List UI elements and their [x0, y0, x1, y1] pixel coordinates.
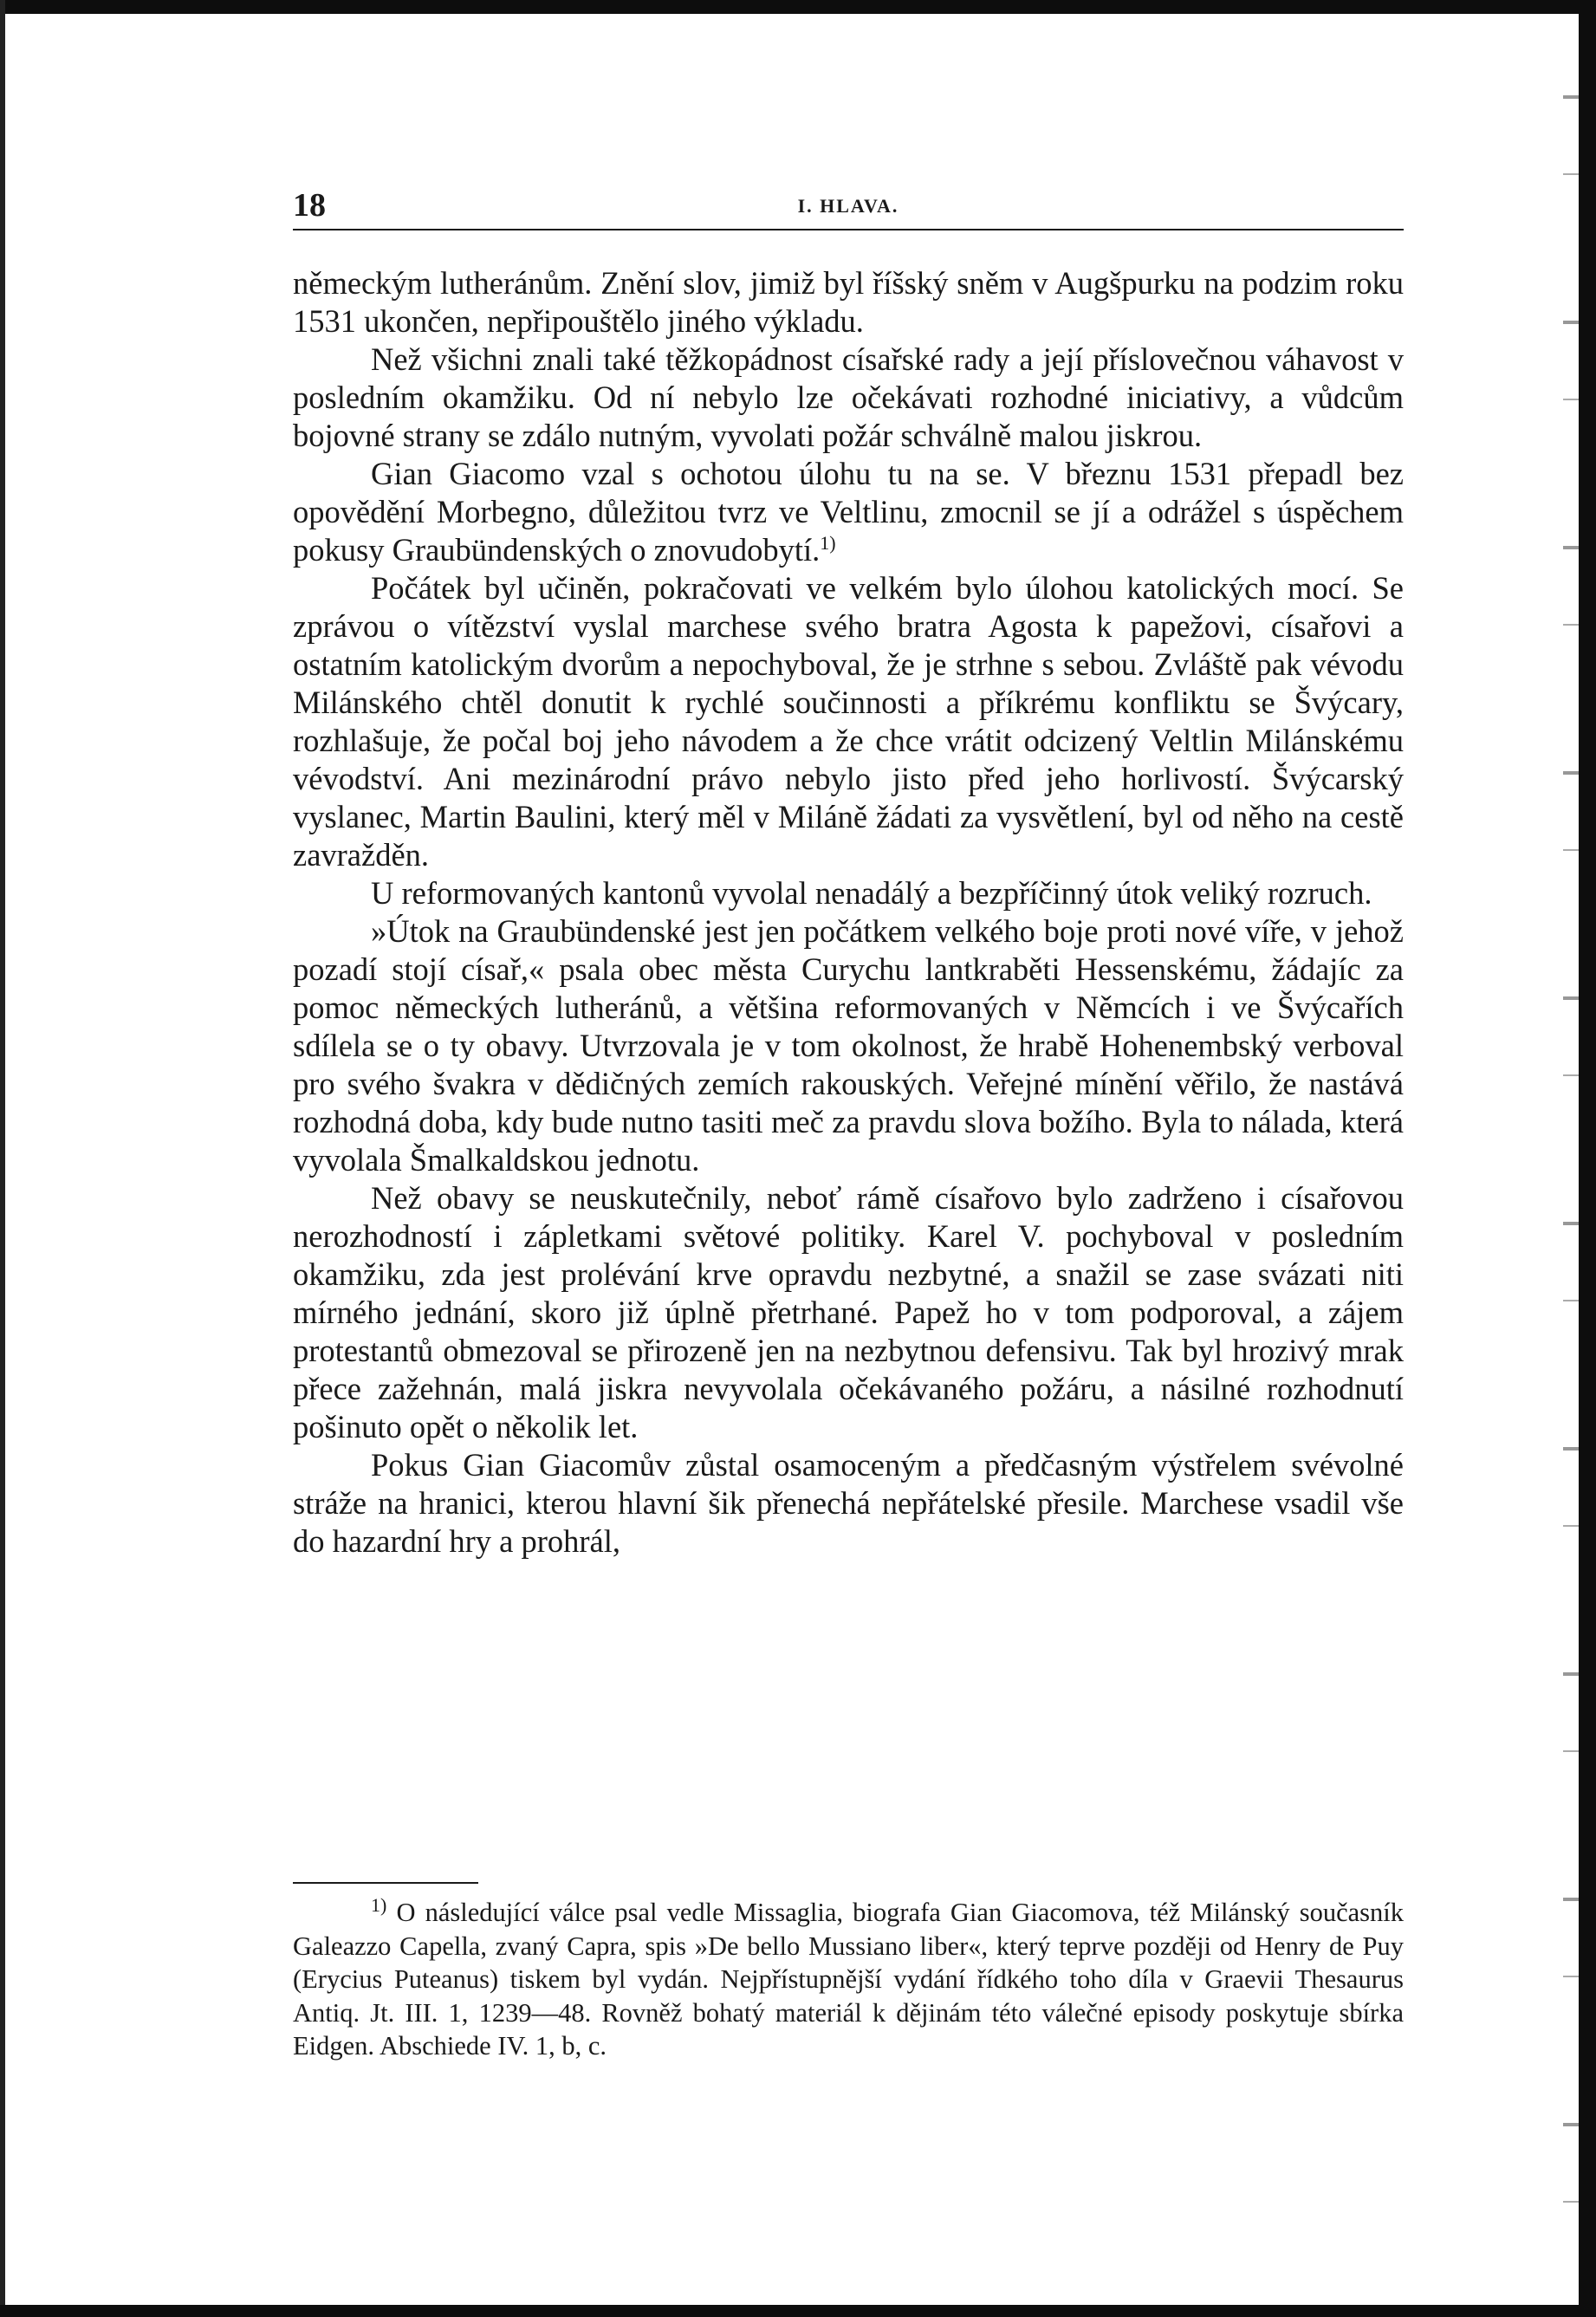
page-number: 18 [293, 187, 326, 224]
paragraph: Počátek byl učiněn, pokračovati ve velkém bylo úlohou katolických mocí. Se zprávou o vítězství vyslal marchese svého bratra Agosta k papežovi, císařovi a ostatním katolickým dvorům a nepochyboval, že je strhne s sebou. Zvláště pak vévodu Milánského chtěl donutit k rychlé součinnosti a příkrému konfliktu se Švýcary, rozhlašuje, že počal boj jeho návodem a že chce vrátit odcizený Veltlin Milánskému vévodství. Ani mezinárodní právo nebylo jisto před jeho horlivostí. Švýcarský vyslanec, Martin Baulini, který měl v Miláně žádati za vysvětlení, byl od něho na cestě zavražděn. [293, 570, 1404, 873]
paragraph: Pokus Gian Giacomův zůstal osamoceným a předčasným výstřelem svévolné stráže na hranici, kterou hlavní šik přenechá nepřátelské přesile. Marchese vsadil vše do hazardní hry a prohrál, [293, 1447, 1404, 1559]
footnotes [293, 1893, 1404, 2063]
scan-border-left [0, 0, 5, 2317]
footnote-reference[interactable]: 1) [820, 531, 836, 554]
header-rule [293, 229, 1404, 230]
paragraph: U reformovaných kantonů vyvolal nenadálý a bezpříčinný útok veliký rozruch. [371, 875, 1372, 911]
body-text [293, 264, 1404, 1561]
running-head: I. HLAVA. [797, 195, 899, 217]
paragraph [293, 455, 1404, 569]
paragraph-text: Gian Giacomo vzal s ochotou úlohu tu na se. V březnu 1531 přepadl bez opovědění Morbegno, důležitou tvrz ve Veltlinu, zmocnil se jí a odrážel s úspěchem pokusy Graubündenských o znovudobytí. [293, 456, 1404, 568]
page-edge-shadow [1563, 35, 1579, 2253]
paragraph: německým lutheránům. Znění slov, jimiž byl říšský sněm v Augšpurku na podzim roku 1531 ukončen, nepřipouštělo jiného výkladu. [293, 265, 1404, 339]
footnote-text: O následující válce psal vedle Missaglia, biografa Gian Giacomova, též Milánský současník Galeazzo Capella, zvaný Capra, spis »De bello Mussiano liber«, který teprve později od Henry de Puy (Erycius Puteanus) tiskem byl vydán. Nejpřístupnější vydání řídkého toho díla v Graevii Thesaurus Antiq. Jt. III. 1, 1239—48. Rovněž bohatý materiál k dějinám této válečné episody poskytuje sbírka Eidgen. Abschiede IV. 1, b, c. [293, 1898, 1404, 2061]
page-header [293, 184, 1404, 227]
scan-border-bottom [0, 2305, 1596, 2317]
footnote-marker: 1) [371, 1893, 387, 1916]
paragraph: Než obavy se neuskutečnily, neboť rámě císařovo bylo zadrženo i císařovou nerozhodností i zápletkami světové politiky. Karel V. pochyboval v posledním okamžiku, zda jest prolévání krve opravdu nezbytné, a snažil se zase svázati niti mírného jednání, skoro již úplně přetrhané. Papež ho v tom podporoval, a zájem protestantů obmezoval se přirozeně jen na nezbytnou defensivu. Tak byl hrozivý mrak přece zažehnán, malá jiskra nevyvolala očekávaného požáru, a násilné rozhodnutí pošinuto opět o několik let. [293, 1180, 1404, 1444]
paragraph: Než všichni znali také těžkopádnost císařské rady a její příslovečnou váhavost v posledním okamžiku. Od ní nebylo lze očekávati rozhodné iniciativy, a vůdcům bojovné strany se zdálo nutným, vyvolati požár schválně malou jiskrou. [293, 341, 1404, 453]
paragraph: »Útok na Graubündenské jest jen počátkem velkého boje proti nové víře, v jehož pozadí stojí císař,« psala obec města Curychu lantkraběti Hessenskému, žádajíc za pomoc německých lutheránů, a většina reformovaných v Němcích i ve Švýcařích sdílela se o ty obavy. Utvrzovala je v tom okolnost, že hrabě Hohenembský verboval pro svého švakra v dědičných zemích rakouských. Veřejné mínění věřilo, že nastává rozhodná doba, kdy bude nutno tasiti meč za pravdu slova božího. Byla to nálada, která vyvolala Šmalkaldskou jednotu. [293, 913, 1404, 1178]
scan-border-right [1579, 0, 1596, 2317]
footnote-rule [293, 1882, 478, 1884]
footnote [293, 1893, 1404, 2063]
scan-border-top [0, 0, 1596, 14]
